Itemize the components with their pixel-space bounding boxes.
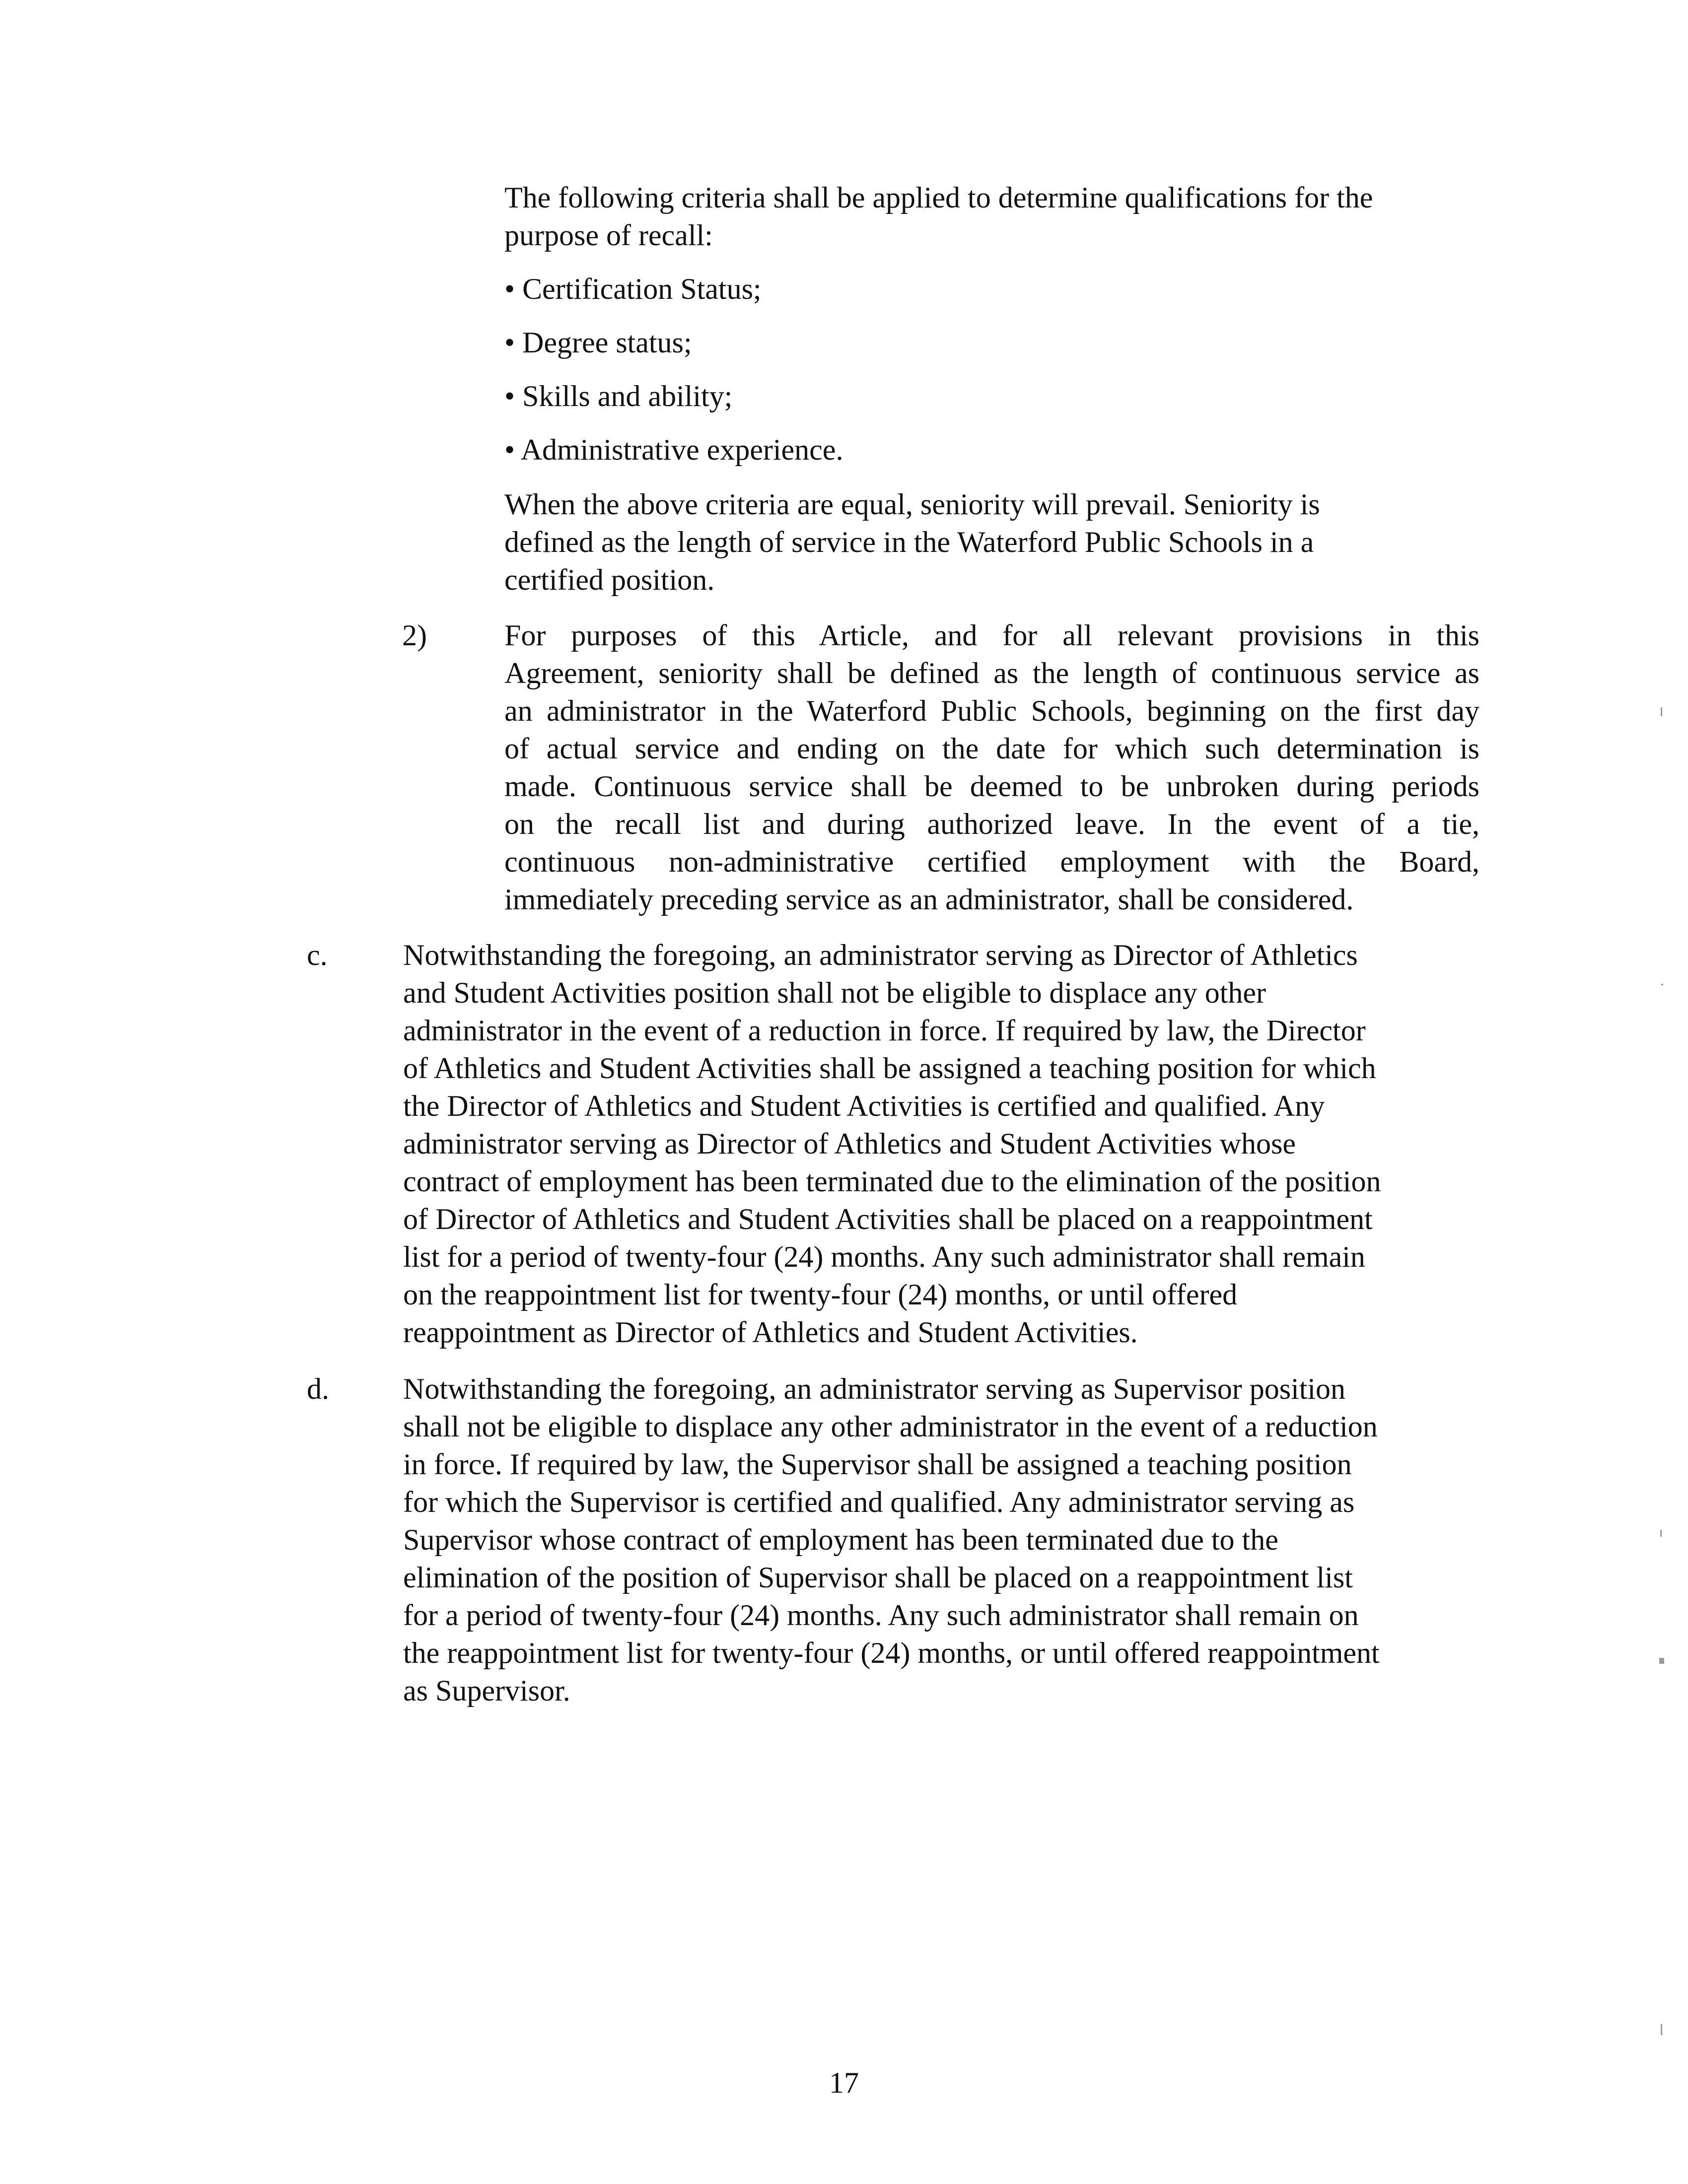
criteria-bullet-experience: • Administrative experience. xyxy=(504,433,844,466)
section-d-line: for a period of twenty-four (24) months. Any such administrator shall remain on xyxy=(403,1599,1359,1632)
section-c-line: list for a period of twenty-four (24) months. Any such administrator shall remain xyxy=(403,1240,1365,1273)
section-d-marker: d. xyxy=(307,1372,329,1405)
item-2-line: of actual service and ending on the date for which such determination is xyxy=(504,732,1479,765)
item-2-line: continuous non-administrative certified employment with the Board, xyxy=(504,845,1479,878)
item-2-line: an administrator in the Waterford Public Schools, beginning on the first day xyxy=(504,694,1479,727)
recall-intro-line: The following criteria shall be applied to determine qualifications for the xyxy=(504,181,1373,214)
section-d-line: the reappointment list for twenty-four (24) months, or until offered reappointment xyxy=(403,1637,1380,1669)
section-c-marker: c. xyxy=(307,939,328,971)
item-2-line: made. Continuous service shall be deemed to be unbroken during periods xyxy=(504,770,1479,803)
section-d-line: for which the Supervisor is certified and qualified. Any administrator serving as xyxy=(403,1486,1355,1518)
section-d-line: Supervisor whose contract of employment has been terminated due to the xyxy=(403,1523,1278,1556)
scan-artifact xyxy=(1659,1658,1664,1664)
item-2-line: Agreement, seniority shall be defined as the length of continuous service as xyxy=(504,657,1479,689)
section-d-line: in force. If required by law, the Supervisor shall be assigned a teaching position xyxy=(403,1448,1352,1481)
section-c-line: administrator in the event of a reduction in force. If required by law, the Director xyxy=(403,1014,1366,1047)
scan-artifact xyxy=(1661,2024,1662,2035)
item-2-line: immediately preceding service as an administrator, shall be considered. xyxy=(504,883,1354,916)
seniority-line: certified position. xyxy=(504,563,715,596)
section-d-line: elimination of the position of Supervisor shall be placed on a reappointment list xyxy=(403,1561,1353,1594)
section-c-line: of Athletics and Student Activities shall be assigned a teaching position for which xyxy=(403,1052,1376,1085)
recall-intro-line: purpose of recall: xyxy=(504,219,713,252)
scan-artifact xyxy=(1660,1530,1662,1537)
section-d-line: as Supervisor. xyxy=(403,1674,570,1707)
criteria-bullet-skills: • Skills and ability; xyxy=(504,380,733,412)
section-d-line: shall not be eligible to displace any other administrator in the event of a reduction xyxy=(403,1410,1378,1443)
section-c-line: reappointment as Director of Athletics and Student Activities. xyxy=(403,1316,1138,1349)
seniority-line: When the above criteria are equal, seniority will prevail. Seniority is xyxy=(504,488,1320,521)
seniority-line: defined as the length of service in the Waterford Public Schools in a xyxy=(504,526,1314,558)
section-d-line: Notwithstanding the foregoing, an administrator serving as Supervisor position xyxy=(403,1372,1346,1405)
section-c-line: the Director of Athletics and Student Activities is certified and qualified. Any xyxy=(403,1090,1325,1122)
section-c-line: and Student Activities position shall not be eligible to displace any other xyxy=(403,976,1266,1009)
criteria-bullet-degree: • Degree status; xyxy=(504,326,692,359)
section-c-line: contract of employment has been terminated due to the elimination of the position xyxy=(403,1165,1381,1198)
section-c-line: administrator serving as Director of Athletics and Student Activities whose xyxy=(403,1127,1296,1160)
scan-artifact xyxy=(1661,707,1662,716)
scan-artifact xyxy=(1661,984,1663,985)
page-number: 17 xyxy=(829,2066,859,2099)
item-2-marker: 2) xyxy=(402,619,427,652)
section-c-line: of Director of Athletics and Student Activities shall be placed on a reappointment xyxy=(403,1203,1373,1235)
section-c-line: on the reappointment list for twenty-four (24) months, or until offered xyxy=(403,1278,1238,1311)
item-2-line: For purposes of this Article, and for all relevant provisions in this xyxy=(504,619,1479,652)
item-2-line: on the recall list and during authorized leave. In the event of a tie, xyxy=(504,808,1479,840)
criteria-bullet-certification: • Certification Status; xyxy=(504,273,762,305)
section-c-line: Notwithstanding the foregoing, an administrator serving as Director of Athletics xyxy=(403,939,1358,971)
